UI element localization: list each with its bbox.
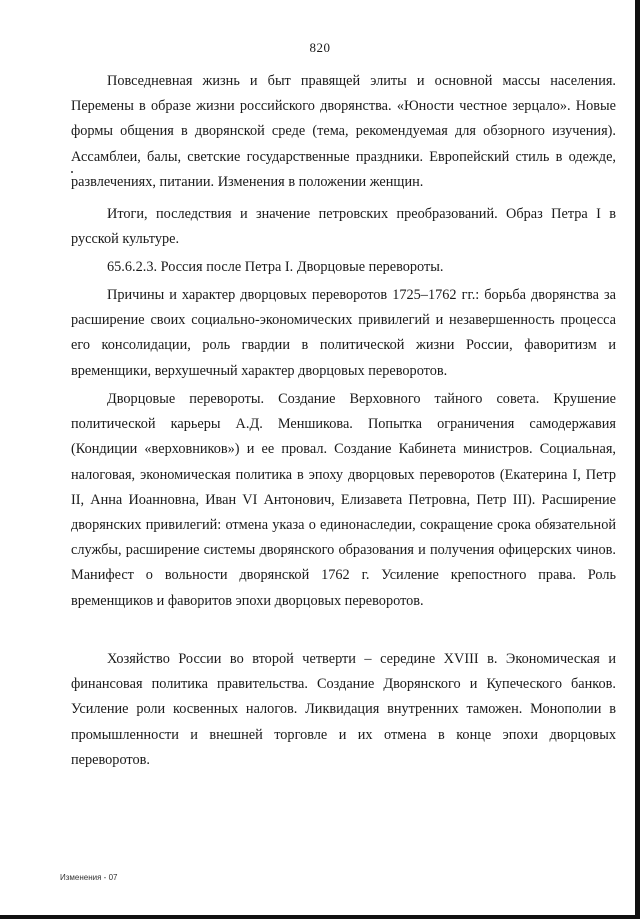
paragraph-text: Причины и характер дворцовых переворотов 1725–1762 гг.: борьба дворянства за расширение своих социально-экономических привилегий и незавершенность процесса его консолидации, роль гвардии в политической жизни России, фаворитизм и временщики, верхушечный характер дворцовых переворотов. [71, 287, 616, 379]
paragraph-text: Дворцовые перевороты. Создание Верховного тайного совета. Крушение политической карьеры А.Д. Меншикова. Попытка ограничения самодержавия (Кондиции «верховников») и ее провал. Создание Кабинета министров. Социальная, налоговая, экономическая политика в эпоху дворцовых переворотов (Екатерина I, Петр II, Анна Иоанновна, Иван VI Антонович, Елизавета Петровна, Петр III). Расширение дворянских привилегий: отмена указа о единонаследии, сокращение срока обязательной службы, расширение системы дворянского образования и получения офицерских чинов. Манифест о вольности дворянской 1762 г. Усиление крепостного права. Роль временщиков и фаворитов эпохи дворцовых переворотов. [71, 391, 616, 609]
footer-note: Изменения - 07 [60, 873, 118, 882]
section-heading [71, 255, 616, 280]
paragraph-palace-coups [71, 387, 616, 614]
scan-edge-bottom [0, 915, 640, 919]
scan-edge-right [635, 0, 640, 919]
paragraph-text: Итоги, последствия и значение петровских преобразований. Образ Петра I в русской культуре. [71, 206, 616, 248]
paragraph-text: Повседневная жизнь и быт правящей элиты и основной массы населения. Перемены в образе жизни российского дворянства. «Юности честное зерцало». Новые формы общения в дворянской среде (тема, рекомендуемая для обзорного изучения). Ассамблеи, балы, светские государственные праздники. Европейский стиль в одежде, развлечениях, питании. Изменения в положении женщин. [71, 73, 616, 190]
section-heading-text: 65.6.2.3. Россия после Петра I. Дворцовые перевороты. [107, 259, 444, 275]
page-number: 820 [309, 40, 331, 55]
paragraph-text: Хозяйство России во второй четверти – середине XVIII в. Экономическая и финансовая политика правительства. Создание Дворянского и Купеческого банков. Усиление роли косвенных налогов. Ликвидация внутренних таможен. Монополии в промышленности и внешней торговле и их отмена в конце эпохи дворцовых переворотов. [71, 651, 616, 768]
paragraph-results-reforms [71, 202, 616, 252]
scan-speck [71, 171, 73, 173]
paragraph-economy [71, 647, 616, 773]
paragraph-daily-life [71, 69, 616, 195]
paragraph-causes-coups [71, 283, 616, 384]
